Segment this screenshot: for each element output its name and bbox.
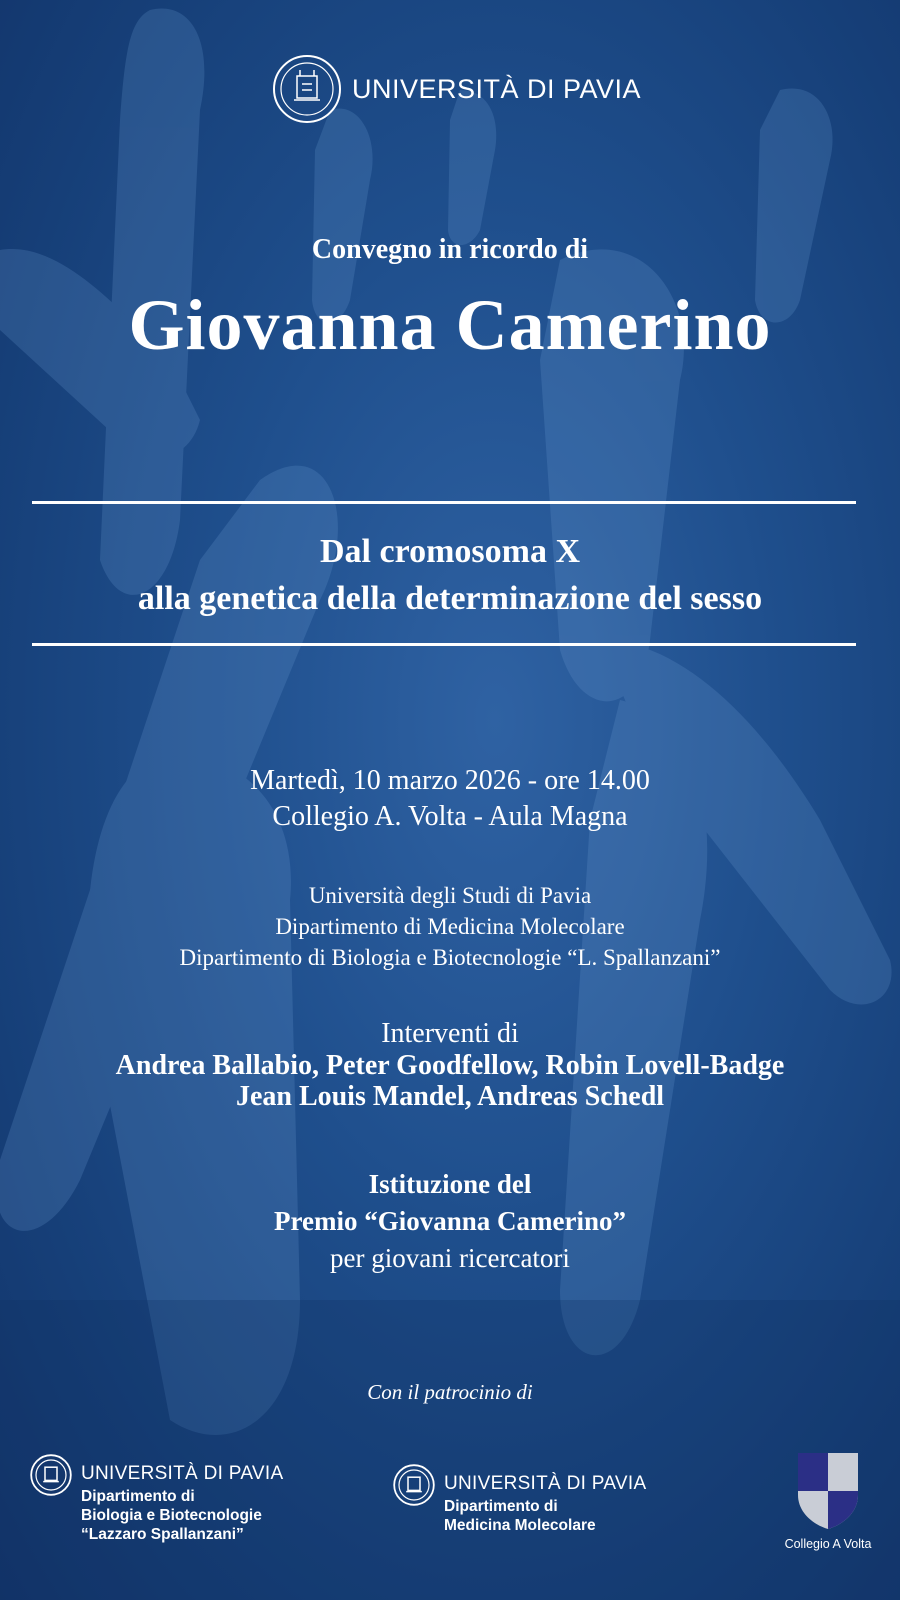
award-line-1: Istituzione del <box>368 1169 532 1199</box>
university-seal-icon <box>272 54 342 124</box>
dept-line: Dipartimento di <box>444 1498 558 1515</box>
event-venue: Collegio A. Volta - Aula Magna <box>272 801 628 832</box>
footer-university-name: UNIVERSITÀ DI PAVIA <box>444 1473 647 1494</box>
organizer-line: Dipartimento di Biologia e Biotecnologie “L. Spallanzani” <box>179 945 721 970</box>
university-seal-icon <box>393 1464 435 1506</box>
subtitle-line-2: alla genetica della determinazione del sesso <box>137 580 763 617</box>
award-line-2: Premio “Giovanna Camerino” <box>274 1206 626 1236</box>
university-logo <box>272 53 641 125</box>
dept-biology-logo <box>30 1454 283 1544</box>
award-announcement <box>0 1166 900 1277</box>
organizer-line: Dipartimento di Medicina Molecolare <box>275 914 625 939</box>
dept-line: “Lazzaro Spallanzani” <box>81 1526 244 1543</box>
dept-medicine-logo <box>393 1464 646 1535</box>
speakers-heading: Interventi di <box>381 1018 519 1049</box>
footer-university-name: UNIVERSITÀ DI PAVIA <box>81 1463 284 1484</box>
organizers <box>0 880 900 973</box>
subtitle-line-1: Dal cromosoma X <box>320 533 580 570</box>
event-info <box>0 763 900 835</box>
footer-dept-name <box>444 1497 646 1535</box>
speakers-list <box>0 1050 900 1112</box>
dept-line: Dipartimento di <box>81 1488 195 1505</box>
university-name: UNIVERSITÀ DI PAVIA <box>352 73 642 104</box>
collegio-volta-name: Collegio A Volta <box>784 1537 872 1551</box>
speakers-line-2: Jean Louis Mandel, Andreas Schedl <box>235 1081 665 1112</box>
footer-dept-name <box>81 1487 283 1544</box>
event-date-time: Martedì, 10 marzo 2026 - ore 14.00 <box>250 765 650 796</box>
subtitle <box>0 528 900 622</box>
divider-bottom <box>32 643 856 646</box>
dept-line: Medicina Molecolare <box>444 1517 596 1534</box>
collegio-volta-logo <box>770 1451 886 1551</box>
dept-line: Biologia e Biotecnologie <box>81 1507 262 1524</box>
patronage-label: Con il patrocinio di <box>367 1380 533 1404</box>
pre-title: Convegno in ricordo di <box>311 234 589 265</box>
divider-top <box>32 501 856 504</box>
shield-icon <box>796 1451 860 1531</box>
organizer-line: Università degli Studi di Pavia <box>308 883 592 908</box>
university-seal-icon <box>30 1454 72 1496</box>
honoree-name: Giovanna Camerino <box>128 285 772 365</box>
speakers-line-1: Andrea Ballabio, Peter Goodfellow, Robin Lovell-Badge <box>115 1050 785 1081</box>
award-line-3: per giovani ricercatori <box>330 1243 570 1273</box>
